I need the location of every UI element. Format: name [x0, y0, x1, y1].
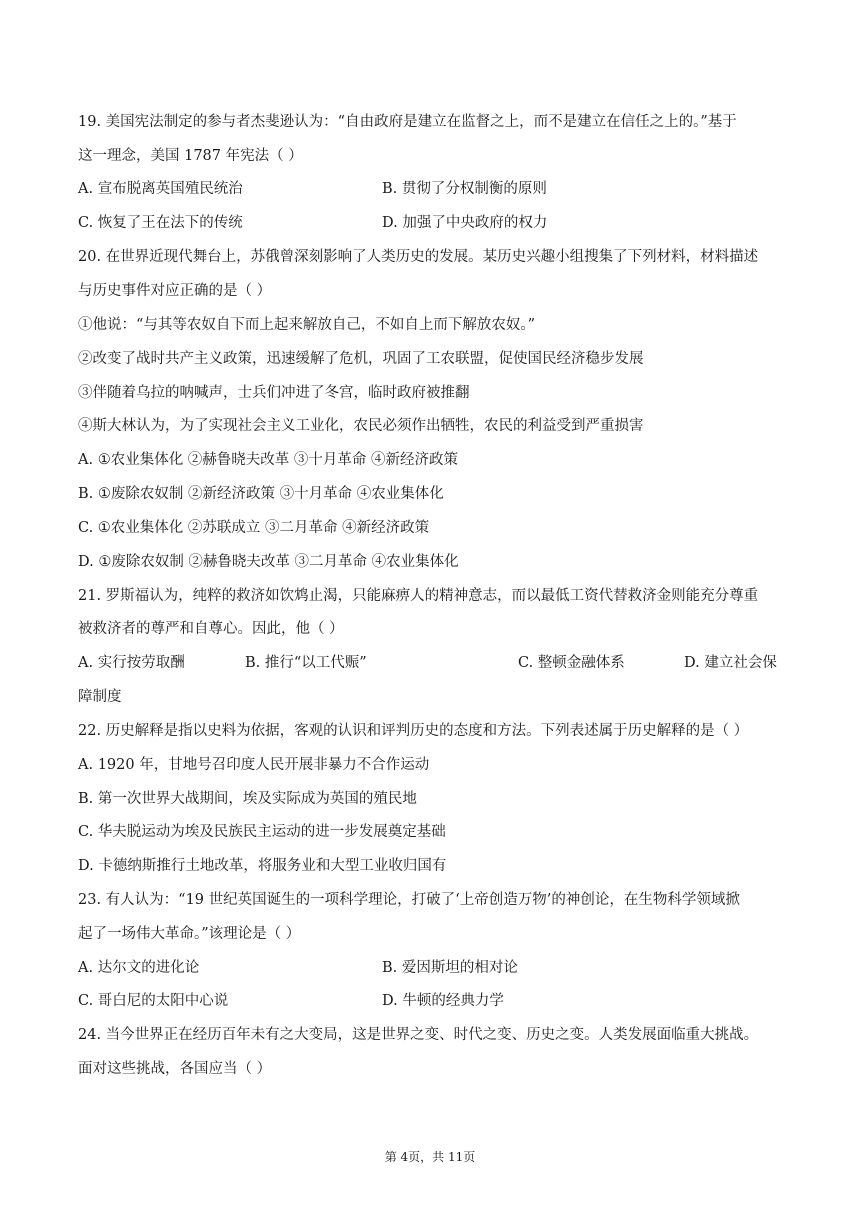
q20-stem-line2: 与历史事件对应正确的是（ ）: [78, 283, 272, 299]
q22-stem: 22. 历史解释是指以史料为依据，客观的认识和评判历史的态度和方法。下列表述属于历史解释的是（ ）: [78, 723, 749, 739]
q20-option-b: B. ①废除农奴制 ②新经济政策 ③十月革命 ④农业集体化: [78, 486, 444, 502]
q21-option-d: D. 建立社会保: [684, 655, 777, 671]
q19-stem-line2: 这一理念，美国 1787 年宪法（ ）: [78, 148, 303, 164]
q22-option-a: A. 1920 年，甘地号召印度人民开展非暴力不合作运动: [78, 757, 430, 773]
q20-option-c: C. ①农业集体化 ②苏联成立 ③二月革命 ④新经济政策: [78, 520, 430, 536]
q23-option-d: D. 牛顿的经典力学: [382, 993, 504, 1009]
q20-item-2: ②改变了战时共产主义政策，迅速缓解了危机，巩固了工农联盟，促使国民经济稳步发展: [78, 351, 644, 367]
q23-option-c: C. 哥白尼的太阳中心说: [78, 993, 229, 1009]
q23-stem-line2: 起了一场伟大革命。”该理论是（ ）: [78, 926, 301, 942]
q22-option-c: C. 华夫脱运动为埃及民族民主运动的进一步发展奠定基础: [78, 824, 446, 840]
q21-option-d-wrap: 障制度: [78, 689, 122, 705]
q22-option-d: D. 卡德纳斯推行土地改革，将服务业和大型工业收归国有: [78, 858, 447, 874]
q23-stem-line1: 23. 有人认为：“19 世纪英国诞生的一项科学理论，打破了‘上帝创造万物’的神创论，在生物科学领域掀: [78, 892, 740, 908]
q19-option-a: A. 宣布脱离英国殖民统治: [78, 181, 243, 197]
q20-option-d: D. ①废除农奴制 ②赫鲁晓夫改革 ③二月革命 ④农业集体化: [78, 554, 459, 570]
page-footer: 第 4页，共 11页: [384, 1150, 476, 1164]
q21-stem-line2: 被救济者的尊严和自尊心。因此，他（ ）: [78, 621, 344, 637]
q20-stem-line1: 20. 在世界近现代舞台上，苏俄曾深刻影响了人类历史的发展。某历史兴趣小组搜集了下列材料，材料描述: [78, 249, 759, 265]
q19-option-c: C. 恢复了王在法下的传统: [78, 215, 243, 231]
q21-option-b: B. 推行“以工代赈”: [245, 655, 367, 671]
q20-option-a: A. ①农业集体化 ②赫鲁晓夫改革 ③十月革命 ④新经济政策: [78, 452, 459, 468]
q23-option-a: A. 达尔文的进化论: [78, 960, 200, 976]
q19-option-b: B. 贯彻了分权制衡的原则: [382, 181, 547, 197]
q19-stem-line1: 19. 美国宪法制定的参与者杰斐逊认为：“自由政府是建立在监督之上，而不是建立在信任之上的。”基于: [78, 114, 737, 130]
q24-stem-line2: 面对这些挑战，各国应当（ ）: [78, 1061, 272, 1077]
q23-option-b: B. 爱因斯坦的相对论: [382, 960, 518, 976]
q24-stem-line1: 24. 当今世界正在经历百年未有之大变局，这是世界之变、时代之变、历史之变。人类发展面临重大挑战。: [78, 1027, 759, 1043]
q22-option-b: B. 第一次世界大战期间，埃及实际成为英国的殖民地: [78, 791, 417, 807]
q20-item-4: ④斯大林认为，为了实现社会主义工业化，农民必须作出牺牲，农民的利益受到严重损害: [78, 418, 644, 434]
q21-option-c: C. 整顿金融体系: [518, 655, 625, 671]
q20-item-1: ①他说：“与其等农奴自下而上起来解放自己，不如自上而下解放农奴。”: [78, 317, 536, 333]
q19-option-d: D. 加强了中央政府的权力: [382, 215, 548, 231]
q20-item-3: ③伴随着乌拉的呐喊声，士兵们冲进了冬宫，临时政府被推翻: [78, 385, 470, 401]
q21-option-a: A. 实行按劳取酬: [78, 655, 185, 671]
q21-stem-line1: 21. 罗斯福认为，纯粹的救济如饮鸩止渴，只能麻痹人的精神意志，而以最低工资代替救济金则能充分尊重: [78, 588, 759, 604]
